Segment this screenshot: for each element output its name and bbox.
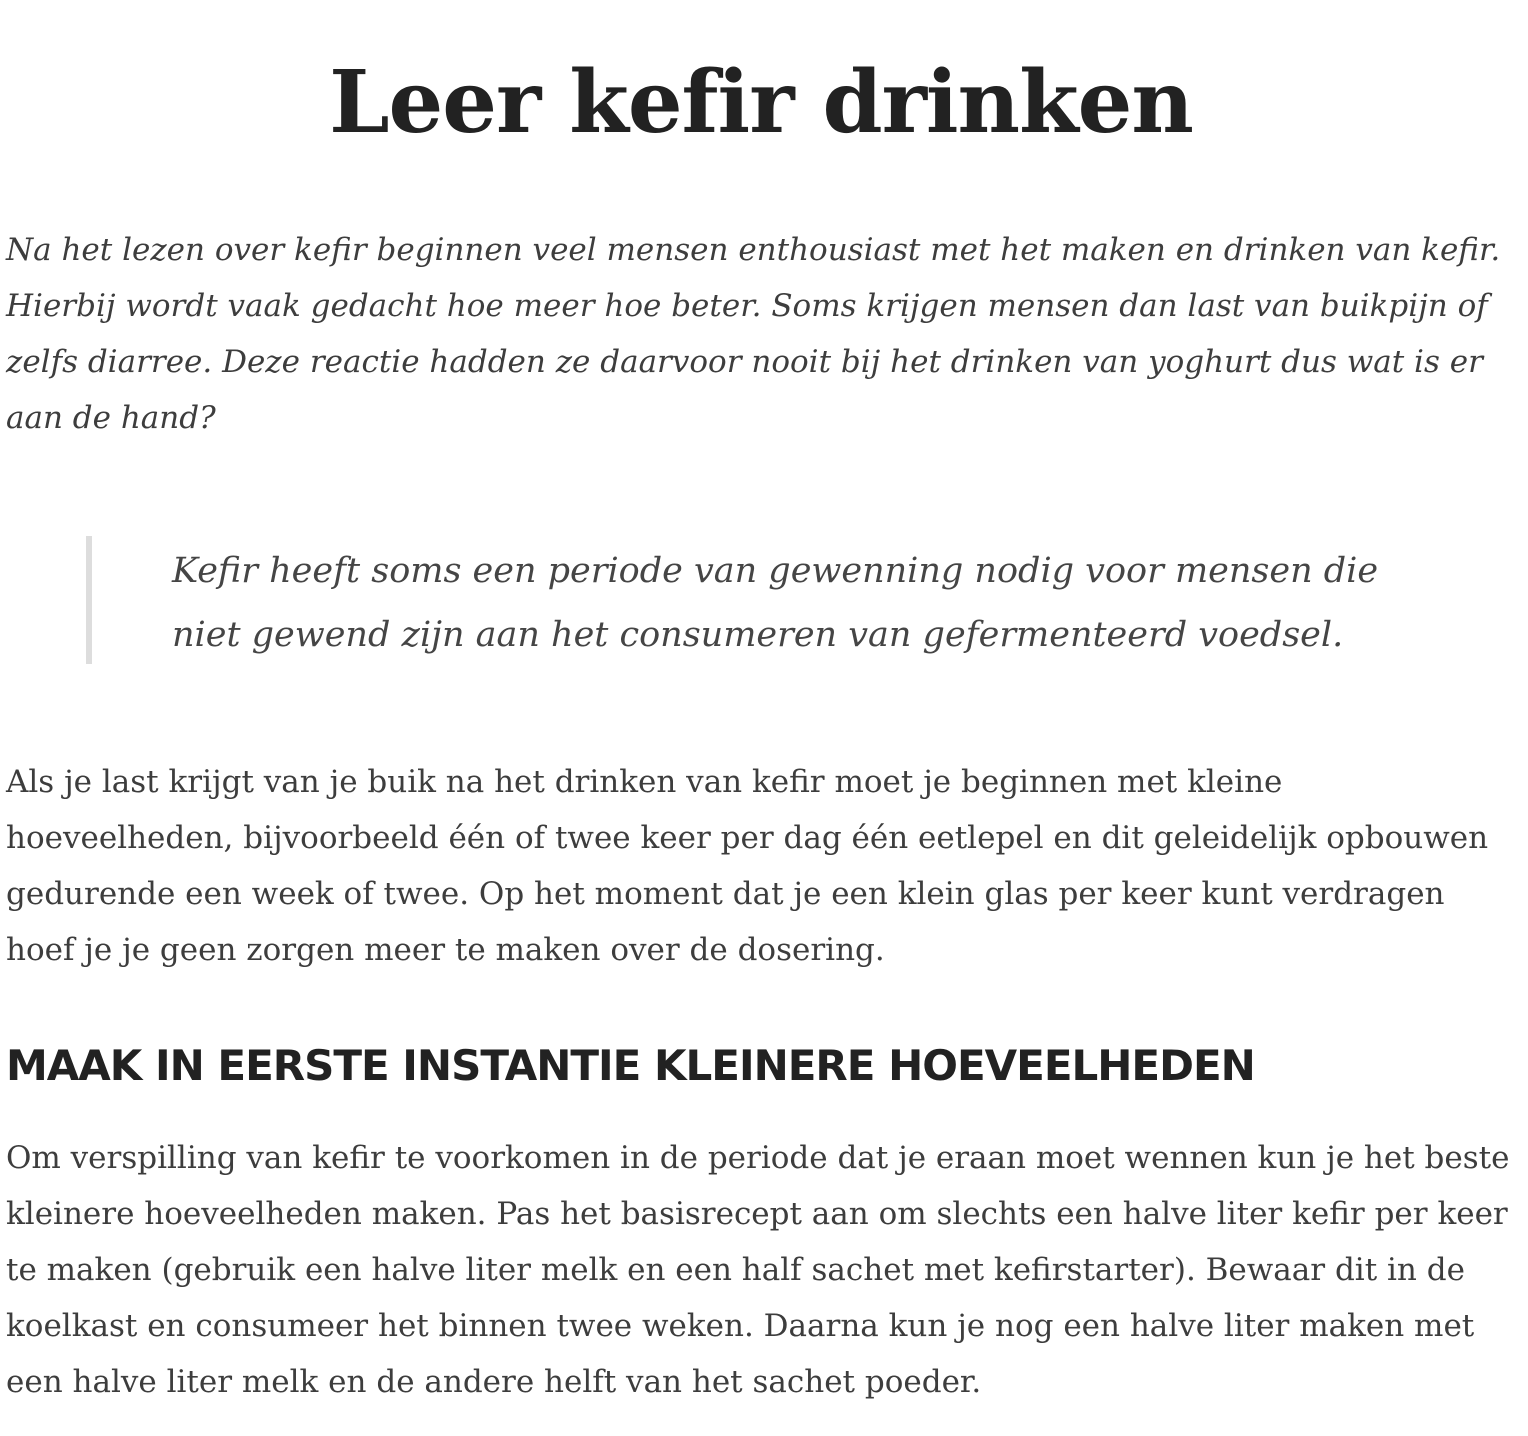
body-paragraph-1: Als je last krijgt van je buik na het drinken van kefir moet je beginnen met kleine hoeveelheden, bijvoorbeeld één of twee keer per dag één eetlepel en dit geleidelijk opbouwen gedurende een week of twee. Op het moment dat je een klein glas per keer kunt verdragen hoef je je geen zorgen meer te maken over de dosering. bbox=[6, 764, 1489, 968]
intro-paragraph: Na het lezen over kefir beginnen veel mensen enthousiast met het maken en drinken van kefir. Hierbij wordt vaak gedacht hoe meer hoe beter. Soms krijgen mensen dan last van buikpijn of zelfs diarree. Deze reactie hadden ze daarvoor nooit bij het drinken van yoghurt dus wat is er aan de hand? bbox=[6, 232, 1501, 436]
blockquote-text: Kefir heeft soms een periode van gewenning nodig voor mensen die niet gewend zijn aan het consumeren van gefermenteerd voedsel. bbox=[172, 551, 1379, 655]
blockquote bbox=[86, 536, 1422, 664]
section-heading: MAAK IN EERSTE INSTANTIE KLEINERE HOEVEELHEDEN bbox=[6, 1041, 1255, 1090]
body-paragraph-2: Om verspilling van kefir te voorkomen in de periode dat je eraan moet wennen kun je het beste kleinere hoeveelheden maken. Pas het basisrecept aan om slechts een halve liter kefir per keer te maken (gebruik een halve liter melk en een half sachet met kefirstarter). Bewaar dit in de koelkast en consumeer het binnen twee weken. Daarna kun je nog een halve liter maken met een halve liter melk en de andere helft van het sachet poeder. bbox=[6, 1140, 1510, 1400]
page-title: Leer kefir drinken bbox=[329, 52, 1193, 153]
